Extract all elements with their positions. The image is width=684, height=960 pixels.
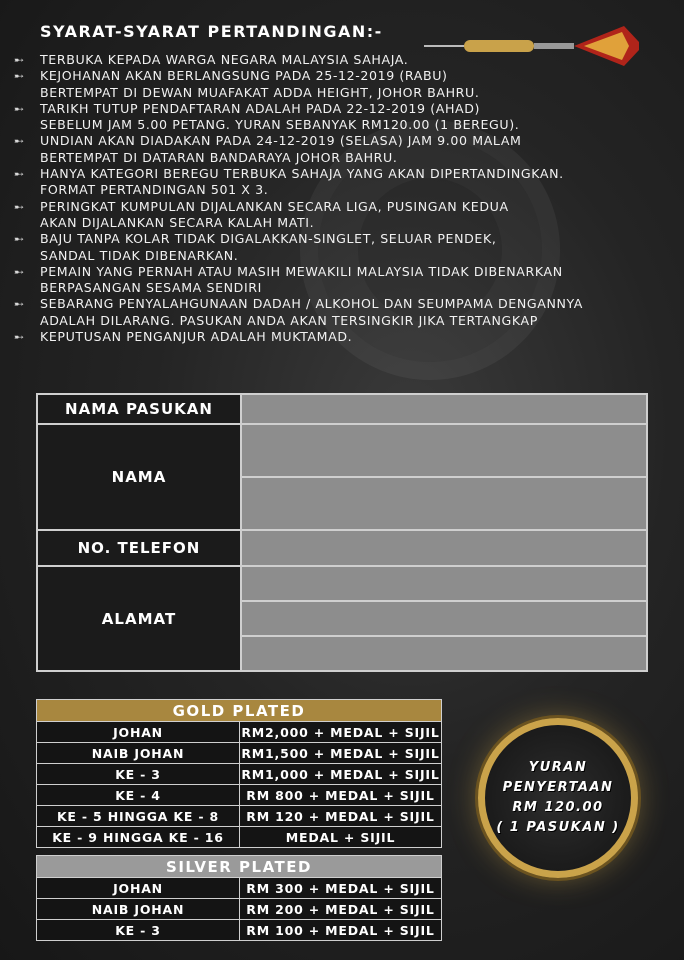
team-name-label: NAMA PASUKAN <box>37 394 241 424</box>
phone-label: NO. TELEFON <box>37 530 241 566</box>
registration-form <box>36 393 648 672</box>
prize-position: JOHAN <box>37 722 240 743</box>
silver-prize-table <box>36 855 442 941</box>
fee-line-2: PENYERTAAN <box>502 780 614 795</box>
arrow-icon: ➸ <box>14 330 25 345</box>
prize-position: JOHAN <box>37 878 240 899</box>
prize-reward: RM 800 + MEDAL + SIJIL <box>240 785 442 806</box>
prize-position: KE - 3 <box>37 764 240 785</box>
rule-text: TARIKH TUTUP PENDAFTARAN ADALAH PADA 22-12-2019 (AHAD) SEBELUM JAM 5.00 PETANG. YURAN SEBANYAK RM120.00 (1 BEREGU). <box>40 100 520 133</box>
fee-line-3: RM 120.00 <box>512 800 604 815</box>
prize-reward: RM 300 + MEDAL + SIJIL <box>240 878 442 899</box>
rule-item <box>14 52 674 68</box>
address-label: ALAMAT <box>37 566 241 671</box>
name-field-2[interactable] <box>241 477 647 530</box>
prize-reward: RM1,500 + MEDAL + SIJIL <box>240 743 442 764</box>
entry-fee-badge <box>478 718 638 878</box>
prize-reward: RM 100 + MEDAL + SIJIL <box>240 920 442 941</box>
arrow-icon: ➸ <box>14 264 25 279</box>
fee-line-1: YURAN <box>528 760 588 775</box>
rule-text: KEPUTUSAN PENGANJUR ADALAH MUKTAMAD. <box>40 329 353 345</box>
rule-item <box>14 199 674 232</box>
rule-text: PEMAIN YANG PERNAH ATAU MASIH MEWAKILI MALAYSIA TIDAK DIBENARKAN BERPASANGAN SESAMA SENDIRI <box>40 263 563 296</box>
team-name-field[interactable] <box>241 394 647 424</box>
prize-reward: MEDAL + SIJIL <box>240 827 442 848</box>
prize-row <box>37 878 442 899</box>
prize-position: KE - 9 HINGGA KE - 16 <box>37 827 240 848</box>
address-field-3[interactable] <box>241 636 647 671</box>
arrow-icon: ➸ <box>14 199 25 214</box>
arrow-icon: ➸ <box>14 53 25 67</box>
prize-reward: RM2,000 + MEDAL + SIJIL <box>240 722 442 743</box>
rule-item <box>14 231 674 264</box>
arrow-icon: ➸ <box>14 134 25 149</box>
rules-list <box>14 52 674 345</box>
name-label: NAMA <box>37 424 241 530</box>
rule-item <box>14 101 674 134</box>
prize-row <box>37 806 442 827</box>
rule-item <box>14 166 674 199</box>
phone-field[interactable] <box>241 530 647 566</box>
prize-row <box>37 785 442 806</box>
prize-position: NAIB JOHAN <box>37 743 240 764</box>
arrow-icon: ➸ <box>14 69 25 84</box>
prize-reward: RM 120 + MEDAL + SIJIL <box>240 806 442 827</box>
rule-item <box>14 133 674 166</box>
prize-position: KE - 5 HINGGA KE - 8 <box>37 806 240 827</box>
rule-item <box>14 68 674 101</box>
name-field-1[interactable] <box>241 424 647 477</box>
prize-row <box>37 827 442 848</box>
arrow-icon: ➸ <box>14 297 25 312</box>
rule-item <box>14 264 674 297</box>
prize-position: KE - 4 <box>37 785 240 806</box>
gold-plated-header: GOLD PLATED <box>37 700 442 722</box>
prize-row <box>37 743 442 764</box>
gold-prize-table <box>36 699 442 848</box>
page-title: SYARAT-SYARAT PERTANDINGAN:- <box>40 22 383 41</box>
prize-row <box>37 722 442 743</box>
arrow-icon: ➸ <box>14 101 25 116</box>
rule-text: KEJOHANAN AKAN BERLANGSUNG PADA 25-12-2019 (RABU) BERTEMPAT DI DEWAN MUAFAKAT ADDA HEIGHT, JOHOR BAHRU. <box>40 68 480 100</box>
arrow-icon: ➸ <box>14 232 25 247</box>
rule-text: UNDIAN AKAN DIADAKAN PADA 24-12-2019 (SELASA) JAM 9.00 MALAM BERTEMPAT DI DATARAN BANDARAYA JOHOR BAHRU. <box>40 133 522 165</box>
prize-position: NAIB JOHAN <box>37 899 240 920</box>
silver-plated-header: SILVER PLATED <box>37 856 442 878</box>
rule-item <box>14 329 674 345</box>
prize-reward: RM1,000 + MEDAL + SIJIL <box>240 764 442 785</box>
rule-text: PERINGKAT KUMPULAN DIJALANKAN SECARA LIGA, PUSINGAN KEDUA AKAN DIJALANKAN SECARA KALAH MATI. <box>40 198 509 230</box>
rule-text: SEBARANG PENYALAHGUNAAN DADAH / ALKOHOL DAN SEUMPAMA DENGANNYA ADALAH DILARANG. PASUKAN ANDA AKAN TERSINGKIR JIKA TERTANGKAP <box>40 296 584 328</box>
address-field-2[interactable] <box>241 601 647 636</box>
address-field-1[interactable] <box>241 566 647 601</box>
rule-item <box>14 296 674 329</box>
prize-row <box>37 764 442 785</box>
rule-text: HANYA KATEGORI BEREGU TERBUKA SAHAJA YANG AKAN DIPERTANDINGKAN. FORMAT PERTANDINGAN 501 X 3. <box>40 166 564 198</box>
rule-text: TERBUKA KEPADA WARGA NEGARA MALAYSIA SAHAJA. <box>40 52 409 67</box>
prize-row <box>37 920 442 941</box>
rule-text: BAJU TANPA KOLAR TIDAK DIGALAKKAN-SINGLET, SELUAR PENDEK, SANDAL TIDAK DIBENARKAN. <box>40 231 497 263</box>
prize-reward: RM 200 + MEDAL + SIJIL <box>240 899 442 920</box>
arrow-icon: ➸ <box>14 167 25 182</box>
prize-position: KE - 3 <box>37 920 240 941</box>
prize-row <box>37 899 442 920</box>
fee-line-4: ( 1 PASUKAN ) <box>496 820 620 835</box>
